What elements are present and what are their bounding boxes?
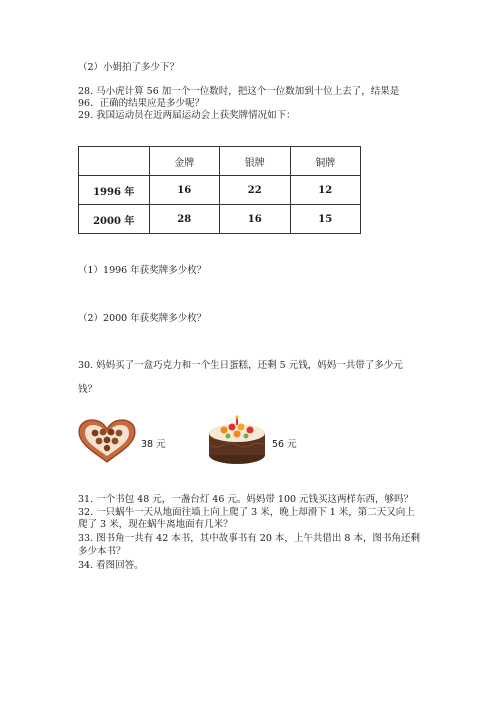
gold-count: 28 xyxy=(149,205,220,234)
table-row xyxy=(79,205,361,234)
question-30-line2: 钱？ xyxy=(78,384,98,395)
question-2-part: （2）小娟拍了多少下？ xyxy=(78,62,180,73)
medal-table xyxy=(78,146,361,234)
bronze-count: 15 xyxy=(290,205,361,234)
question-31: 31. 一个书包 48 元，一盏台灯 46 元。妈妈带 100 元钱买这两样东西，够吗？ xyxy=(78,494,414,505)
table-corner-cell xyxy=(79,147,150,176)
birthday-cake-image xyxy=(206,415,268,465)
question-33-line1: 33. 图书角一共有 42 本书，其中故事书有 20 本，上午共借出 8 本，图书角还剩 xyxy=(78,533,420,544)
silver-count: 16 xyxy=(220,205,291,234)
question-33-line2: 多少本书？ xyxy=(78,546,126,557)
table-header-row xyxy=(79,147,361,176)
header-silver: 银牌 xyxy=(220,147,291,176)
question-29: 29. 我国运动员在近两届运动会上获奖牌情况如下： xyxy=(78,110,296,121)
question-34: 34. 看图回答。 xyxy=(78,560,144,571)
question-30-line1: 30. 妈妈买了一盒巧克力和一个生日蛋糕，还剩 5 元钱，妈妈一共带了多少元 xyxy=(78,360,403,371)
table-row xyxy=(79,176,361,205)
question-29-part2: （2）2000 年获奖牌多少枚？ xyxy=(78,313,207,324)
header-gold: 金牌 xyxy=(149,147,220,176)
row-year: 2000 年 xyxy=(79,205,150,234)
row-year: 1996 年 xyxy=(79,176,150,205)
question-28-line1: 28. 马小虎计算 56 加一个一位数时，把这个一位数加到十位上去了，结果是 xyxy=(78,86,400,97)
silver-count: 22 xyxy=(220,176,291,205)
gold-count: 16 xyxy=(149,176,220,205)
header-bronze: 铜牌 xyxy=(290,147,361,176)
question-32-line1: 32. 一只蜗牛一天从地面往墙上向上爬了 3 米，晚上却滑下 1 米，第二天又向上 xyxy=(78,507,415,518)
cake-price: 56 元 xyxy=(272,439,297,450)
question-32-line2: 爬了 3 米，现在蜗牛离地面有几米？ xyxy=(78,519,233,530)
chocolate-price: 38 元 xyxy=(141,439,166,450)
bronze-count: 12 xyxy=(290,176,361,205)
question-29-part1: （1）1996 年获奖牌多少枚？ xyxy=(78,265,207,276)
chocolate-box-image xyxy=(76,418,138,464)
question-28-line2: 96．正确的结果应是多少呢？ xyxy=(78,98,205,109)
